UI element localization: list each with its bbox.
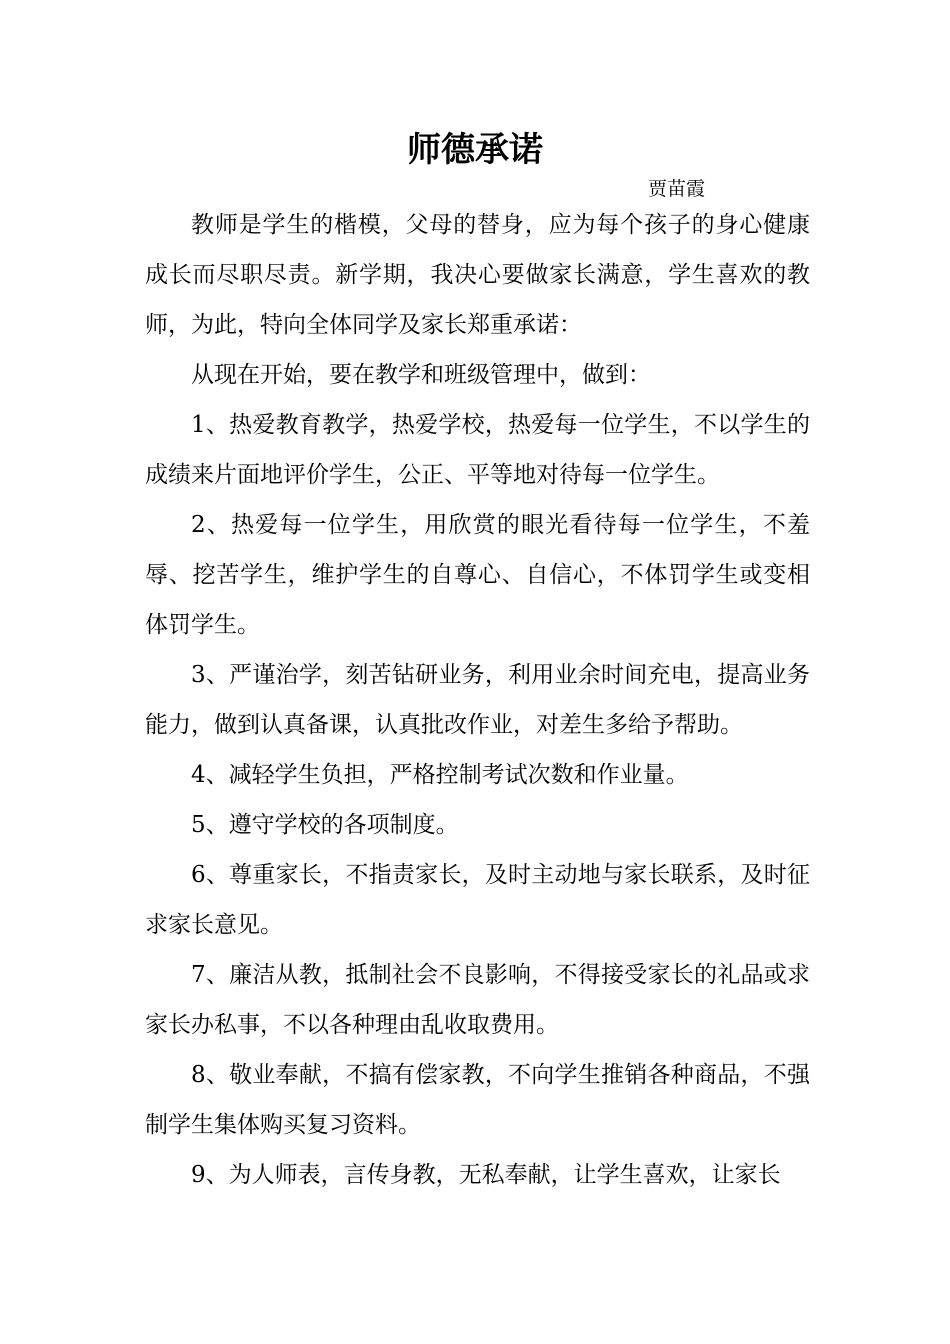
commitment-item-6: 6、尊重家长，不指责家长，及时主动地与家长联系，及时征求家长意见。 xyxy=(145,862,810,938)
paragraph-intro: 教师是学生的楷模，父母的替身，应为每个孩子的身心健康成长而尽职尽责。新学期，我决心要做家长满意，学生喜欢的教师，为此，特向全体同学及家长郑重承诺： xyxy=(145,212,810,338)
commitment-item-4: 4、减轻学生负担，严格控制考试次数和作业量。 xyxy=(191,762,689,788)
commitment-item-3: 3、严谨治学，刻苦钻研业务，利用业余时间充电，提高业务能力，做到认真备课，认真批改作业，对差生多给予帮助。 xyxy=(145,662,810,738)
document-title: 师德承诺 xyxy=(407,130,543,170)
commitment-item-8: 8、敬业奉献，不搞有偿家教，不向学生推销各种商品，不强制学生集体购买复习资料。 xyxy=(145,1062,810,1138)
commitment-item-5: 5、遵守学校的各项制度。 xyxy=(191,812,459,838)
paragraph-lead: 从现在开始，要在教学和班级管理中，做到： xyxy=(191,362,651,388)
document-body xyxy=(145,200,810,1200)
commitment-item-9: 9、为人师表，言传身教，无私奉献，让学生喜欢，让家长 xyxy=(191,1162,781,1188)
commitment-item-1: 1、热爱教育教学，热爱学校，热爱每一位学生，不以学生的成绩来片面地评价学生，公正、平等地对待每一位学生。 xyxy=(145,412,810,488)
author-name: 贾苗霞 xyxy=(648,178,706,200)
commitment-item-2: 2、热爱每一位学生，用欣赏的眼光看待每一位学生，不羞辱、挖苦学生，维护学生的自尊心、自信心，不体罚学生或变相体罚学生。 xyxy=(145,512,810,638)
commitment-item-7: 7、廉洁从教，抵制社会不良影响，不得接受家长的礼品或求家长办私事，不以各种理由乱收取费用。 xyxy=(145,962,810,1038)
